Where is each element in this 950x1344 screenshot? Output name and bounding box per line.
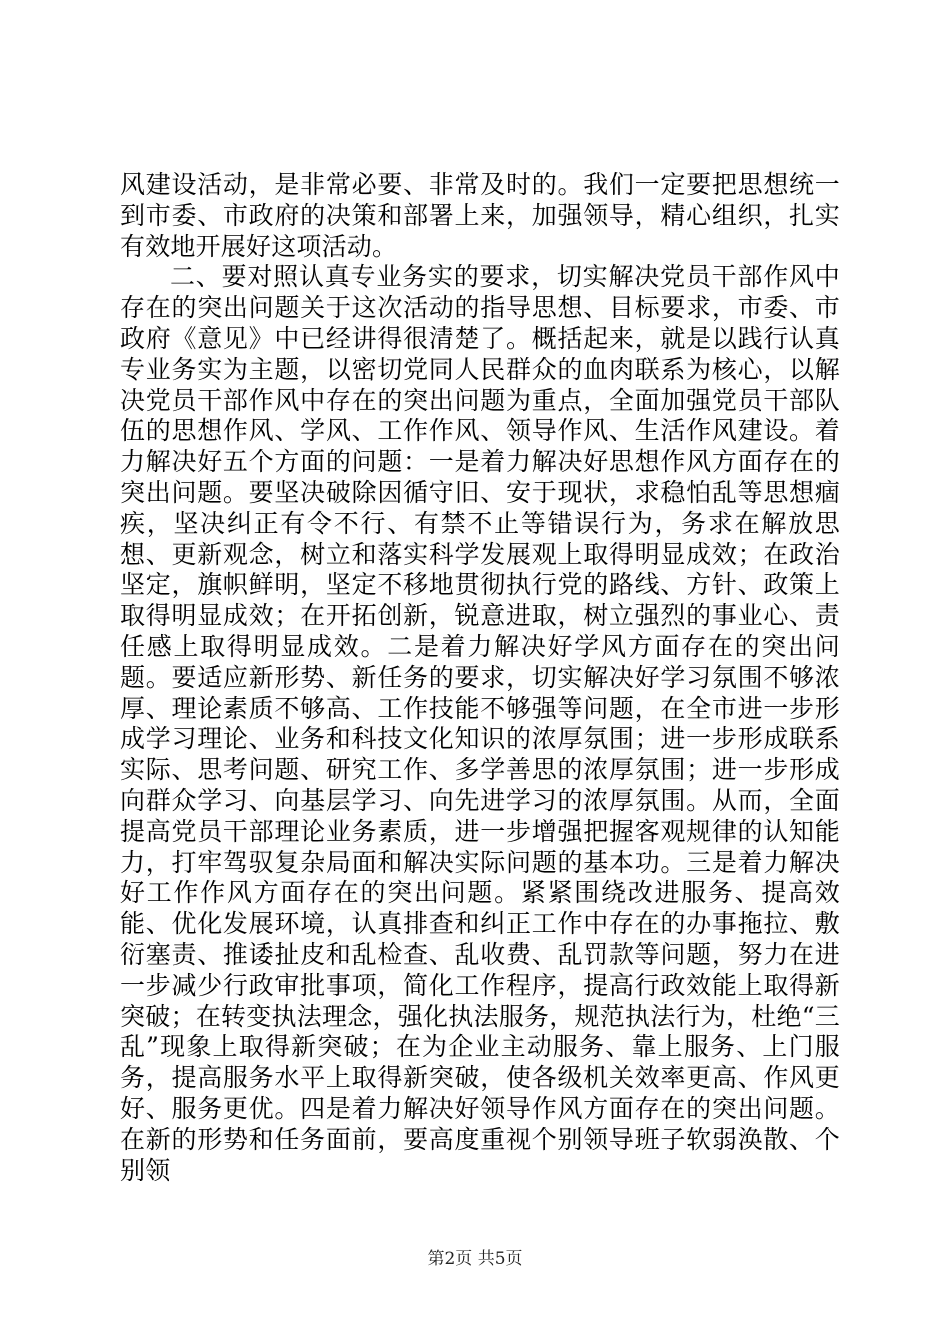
paragraph-section-two: 二、要对照认真专业务实的要求，切实解决党员干部作风中存在的突出问题关于这次活动的指导思想、目标要求，市委、市政府《意见》中已经讲得很清楚了。概括起来，就是以践行认真专业务实为主题，以密切党同人民群众的血肉联系为核心，以解决党员干部作风中存在的突出问题为重点，全面加强党员干部队伍的思想作风、学风、工作作风、领导作风、生活作风建设。着力解决好五个方面的问题：一是着力解决好思想作风方面存在的突出问题。要坚决破除因循守旧、安于现状，求稳怕乱等思想痼疾，坚决纠正有令不行、有禁不止等错误行为，务求在解放思想、更新观念，树立和落实科学发展观上取得明显成效；在政治坚定，旗帜鲜明，坚定不移地贯彻执行党的路线、方针、政策上取得明显成效；在开拓创新，锐意进取，树立强烈的事业心、责任感上取得明显成效。二是着力解决好学风方面存在的突出问题。要适应新形势、新任务的要求，切实解决好学习氛围不够浓厚、理论素质不够高、工作技能不够强等问题，在全市进一步形成学习理论、业务和科技文化知识的浓厚氛围；进一步形成联系实际、思考问题、研究工作、多学善思的浓厚氛围；进一步形成向群众学习、向基层学习、向先进学习的浓厚氛围。从而，全面提高党员干部理论业务素质，进一步增强把握客观规律的认知能力，打牢驾驭复杂局面和解决实际问题的基本功。三是着力解决好工作作风方面存在的突出问题。紧紧围绕改进服务、提高效能、优化发展环境，认真排查和纠正工作中存在的办事拖拉、敷衍塞责、推诿扯皮和乱检查、乱收费、乱罚款等问题，努力在进一步减少行政审批事项，简化工作程序，提高行政效能上取得新突破；在转变执法理念，强化执法服务，规范执法行为，杜绝“三乱”现象上取得新突破；在为企业主动服务、靠上服务、上门服务，提高服务水平上取得新突破，使各级机关效率更高、作风更好、服务更优。四是着力解决好领导作风方面存在的突出问题。在新的形势和任务面前，要高度重视个别领导班子软弱涣散、个别领 xyxy=(120,262,840,1185)
document-body xyxy=(120,170,840,1186)
paragraph-continuation: 风建设活动，是非常必要、非常及时的。我们一定要把思想统一到市委、市政府的决策和部署上来，加强领导，精心组织，扎实有效地开展好这项活动。 xyxy=(120,170,840,261)
page-number-footer: 第2页 共5页 xyxy=(427,1249,523,1269)
